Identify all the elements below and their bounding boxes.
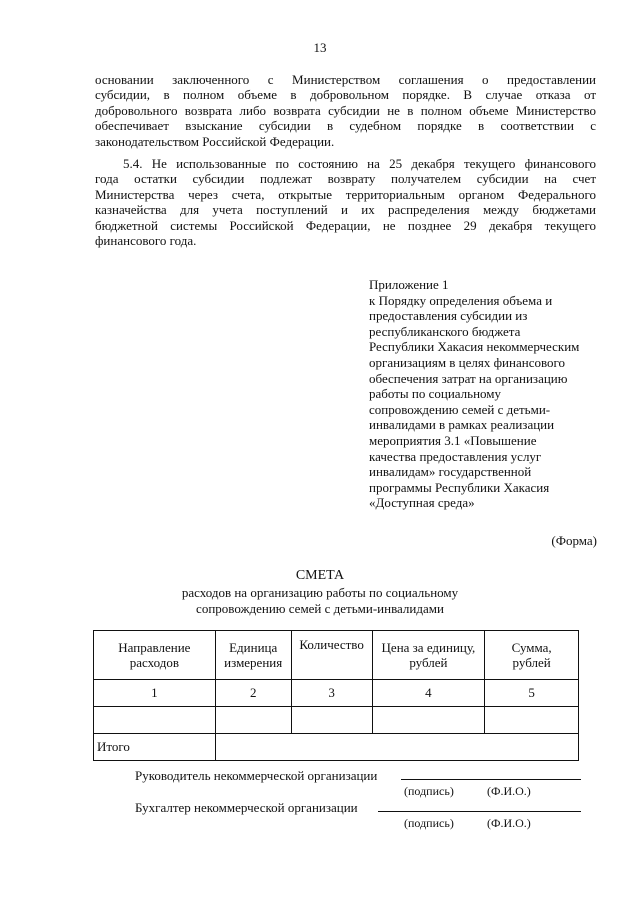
head-signature-label: Руководитель некоммерческой организации xyxy=(135,768,378,783)
text-line: года остатки субсидии подлежат возврату получателем субсидии на счет xyxy=(95,171,596,187)
table-cell xyxy=(372,707,485,734)
header-direction: Направление расходов xyxy=(94,631,216,680)
form-label: (Форма) xyxy=(551,533,597,548)
accountant-signature-line xyxy=(378,811,581,812)
column-number: 3 xyxy=(291,680,372,707)
text-line: добровольного возврата либо возврата субсидии не в полном объеме Министерство xyxy=(95,102,596,118)
text-line: финансового года. xyxy=(95,233,197,249)
total-label: Итого xyxy=(94,734,216,761)
appendix-line: республиканского бюджета xyxy=(369,323,521,339)
document-subtitle: расходов на организацию работы по социальному xyxy=(181,585,459,600)
appendix-line: программы Республики Хакасия xyxy=(369,479,550,495)
header-unit-price: Цена за единицу, рублей xyxy=(372,631,485,680)
appendix-line: качества предоставления услуг xyxy=(369,448,542,464)
appendix-line: мероприятия 3.1 «Повышение xyxy=(369,432,537,448)
table-row xyxy=(94,707,579,734)
table-cell xyxy=(485,707,579,734)
total-value-cell xyxy=(215,734,578,761)
column-number: 4 xyxy=(372,680,485,707)
text-line: обеспечивает взыскание субсидии в судебном порядке в соответствии с xyxy=(95,118,596,134)
accountant-sign-hint: (подпись) xyxy=(404,816,454,830)
column-number: 1 xyxy=(94,680,216,707)
table-total-row xyxy=(94,734,579,761)
table-column-numbers-row xyxy=(94,680,579,707)
head-name-hint: (Ф.И.О.) xyxy=(487,784,531,798)
appendix-line: сопровождению семей с детьми- xyxy=(369,401,551,417)
appendix-line: инвалидам» государственной xyxy=(369,464,532,480)
appendix-line: обеспечения затрат на организацию xyxy=(369,370,568,386)
text-line: субсидии, в полном объеме в добровольном порядке. В случае отказа от xyxy=(95,87,596,103)
paragraph-5-4 xyxy=(95,156,596,248)
header-unit: Единица измерения xyxy=(215,631,291,680)
appendix-line: Приложение 1 xyxy=(369,277,449,292)
appendix-line: «Доступная среда» xyxy=(369,495,475,511)
accountant-name-hint: (Ф.И.О.) xyxy=(487,816,531,830)
header-sum: Сумма, рублей xyxy=(485,631,579,680)
table-cell xyxy=(94,707,216,734)
text-line: 5.4. Не использованные по состоянию на 25 декабря текущего финансового xyxy=(123,156,596,171)
text-line: бюджетной системы Российской Федерации, не позднее 29 декабря текущего xyxy=(95,217,596,233)
text-line: основании заключенного с Министерством соглашения о предоставлении xyxy=(95,72,596,87)
appendix-line: работы по социальному xyxy=(369,386,502,402)
appendix-line: предоставления субсидии из xyxy=(369,308,528,324)
column-number: 5 xyxy=(485,680,579,707)
budget-table xyxy=(93,630,579,761)
header-quantity: Количество xyxy=(291,631,372,680)
page-number: 13 xyxy=(313,40,327,55)
text-line: Министерства через счета, открытые территориальным органом Федерального xyxy=(95,186,596,202)
paragraph-subsidy-recovery xyxy=(95,72,596,149)
appendix-line: организациям в целях финансового xyxy=(369,354,566,370)
document-subtitle: сопровождению семей с детьми-инвалидами xyxy=(196,601,444,616)
appendix-line: к Порядку определения объема и xyxy=(369,292,553,308)
head-sign-hint: (подпись) xyxy=(404,784,454,798)
appendix-line: Республики Хакасия некоммерческим xyxy=(369,339,580,355)
table-header-row xyxy=(94,631,579,680)
appendix-line: инвалидами в рамках реализации xyxy=(369,417,555,433)
document-title: СМЕТА xyxy=(295,568,345,583)
accountant-signature-label: Бухгалтер некоммерческой организации xyxy=(135,800,358,815)
table-cell xyxy=(291,707,372,734)
column-number: 2 xyxy=(215,680,291,707)
head-signature-line xyxy=(401,779,581,780)
text-line: законодательством Российской Федерации. xyxy=(95,133,335,149)
table-cell xyxy=(215,707,291,734)
text-line: казначейства для учета поступлений и их распределения между бюджетами xyxy=(95,202,596,218)
appendix-block xyxy=(369,277,609,511)
